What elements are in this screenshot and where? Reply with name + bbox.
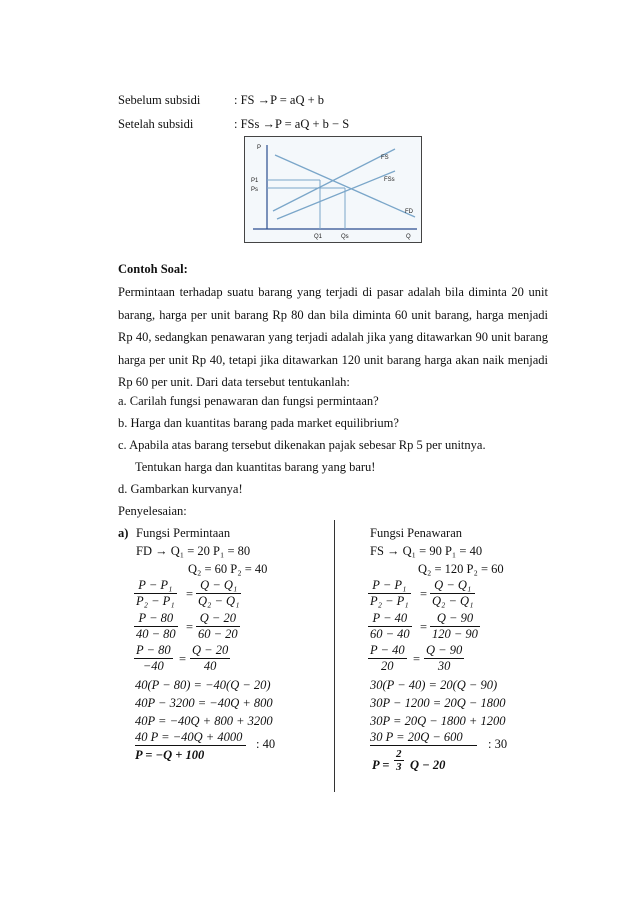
- demand-f3-lhs-den: −40: [142, 659, 164, 673]
- question-b: b. Harga dan kuantitas barang pada market equilibrium?: [118, 416, 399, 430]
- demand-f2-lhs-den: 40 − 80: [136, 627, 176, 641]
- supply-line2: Q₂ = 120 P₂ = 60: [418, 562, 504, 576]
- supply-line1: FS → Q₁ = 90 P₁ = 40: [370, 544, 483, 558]
- demand-f3-lhs-num: P − 80: [136, 643, 171, 657]
- label-p1: P1: [251, 178, 259, 184]
- supply-step1: 30(P − 40) = 20(Q − 90): [370, 678, 498, 692]
- supply-f3-rhs: [424, 643, 464, 674]
- subsidy-graph-svg: [245, 137, 421, 242]
- supply-f1-rhs: [430, 578, 475, 609]
- demand-line2: Q₂ = 60 P₂ = 40: [188, 562, 268, 576]
- demand-step4-div: : 40: [256, 737, 276, 751]
- supply-title: Fungsi Penawaran: [370, 526, 462, 540]
- demand-f2-lhs: [134, 611, 178, 642]
- demand-f2-rhs: [196, 611, 240, 642]
- label-q1: Q1: [314, 234, 323, 240]
- fss-line: [277, 171, 395, 219]
- supply-step2: 30P − 1200 = 20Q − 1800: [370, 696, 506, 710]
- supply-f2-lhs-den: 60 − 40: [370, 627, 410, 641]
- demand-f1-rhs-den: Q₂ − Q₁: [198, 594, 240, 608]
- demand-f3-rhs-num: Q − 20: [192, 643, 229, 657]
- supply-f3-lhs: [368, 643, 407, 674]
- column-divider: [334, 520, 335, 792]
- question-c: c. Apabila atas barang tersebut dikenakan pajak sebesar Rp 5 per unitnya.: [118, 438, 486, 452]
- after-subsidy-label: Setelah subsidi: [118, 117, 194, 131]
- question-a: a. Carilah fungsi penawaran dan fungsi permintaan?: [118, 394, 379, 408]
- demand-f2-lhs-num: P − 80: [134, 611, 178, 627]
- demand-f3-rhs-den: 40: [203, 659, 217, 673]
- label-fd: FD: [405, 209, 413, 215]
- demand-marker: a): [118, 526, 129, 540]
- demand-f1-rhs-num: Q − Q₁: [196, 578, 241, 594]
- demand-f1-lhs-num: P − P₁: [134, 578, 177, 594]
- supply-f1-lhs-num: P − P₁: [368, 578, 411, 594]
- demand-line1: FD → Q₁ = 20 P₁ = 80: [136, 544, 251, 558]
- demand-step3: 40P = −40Q + 800 + 3200: [135, 714, 273, 728]
- demand-f1-lhs: [134, 578, 177, 609]
- before-subsidy-formula: : FS →P = aQ + b: [234, 93, 325, 107]
- label-ps: Ps: [251, 187, 259, 193]
- label-p: P: [257, 145, 262, 151]
- supply-f1-lhs-den: P₂ − P₁: [370, 594, 409, 608]
- equals: =: [420, 620, 428, 634]
- example-paragraph: Permintaan terhadap suatu barang yang terjadi di pasar adalah bila diminta 20 unit barang, harga per unit barang Rp 80 dan bila diminta 60 unit barang, harga menjadi Rp 40, sedangkan penawaran yang terjadi adalah jika yang ditawarkan 90 unit barang harga per unit Rp 40, tetapi jika ditawarkan 120 unit barang harga akan naik menjadi Rp 60 per unit. Dari data tersebut tentukanlah:: [118, 285, 548, 389]
- demand-f3-rhs: [190, 643, 230, 674]
- supply-f3-lhs-den: 20: [381, 659, 394, 673]
- label-q: Q: [406, 234, 411, 240]
- solution-label: Penyelesaian:: [118, 504, 187, 518]
- supply-f3-rhs-num: Q − 90: [426, 643, 463, 657]
- supply-f3-lhs-num: P − 40: [370, 643, 405, 657]
- supply-step3: 30P = 20Q − 1800 + 1200: [370, 714, 506, 728]
- supply-f2-rhs: [430, 611, 480, 642]
- supply-result-frac-num: 2: [396, 748, 402, 760]
- demand-step4: 40 P = −40Q + 4000: [135, 730, 246, 746]
- demand-f2-rhs-num: Q − 20: [196, 611, 240, 627]
- supply-result-suffix: Q − 20: [410, 758, 446, 772]
- equals: =: [179, 652, 187, 666]
- supply-f2-lhs: [368, 611, 412, 642]
- question-c-cont: Tentukan harga dan kuantitas barang yang baru!: [135, 460, 376, 474]
- example-heading: Contoh Soal:: [118, 262, 188, 276]
- demand-step1: 40(P − 80) = −40(Q − 20): [135, 678, 271, 692]
- demand-step2: 40P − 3200 = −40Q + 800: [135, 696, 273, 710]
- supply-f1-lhs: [368, 578, 411, 609]
- equals: =: [420, 587, 428, 601]
- supply-result-frac: [394, 748, 404, 773]
- label-qs: Qs: [341, 234, 349, 240]
- supply-f3-rhs-den: 30: [437, 659, 451, 673]
- supply-f1-rhs-num: Q − Q₁: [430, 578, 475, 594]
- label-fs: FS: [381, 155, 389, 161]
- equals: =: [186, 587, 194, 601]
- demand-title: Fungsi Permintaan: [136, 526, 231, 540]
- supply-step4: 30 P = 20Q − 600: [370, 730, 477, 746]
- demand-f1-lhs-den: P₂ − P₁: [136, 594, 175, 608]
- supply-f2-rhs-den: 120 − 90: [432, 627, 478, 641]
- question-d: d. Gambarkan kurvanya!: [118, 482, 243, 496]
- subsidy-graph: [244, 136, 422, 243]
- label-fss: FSs: [384, 177, 395, 183]
- supply-f2-rhs-num: Q − 90: [430, 611, 480, 627]
- equals: =: [186, 620, 194, 634]
- demand-f1-rhs: [196, 578, 241, 609]
- demand-result: P = −Q + 100: [135, 748, 205, 762]
- demand-f3-lhs: [134, 643, 173, 674]
- demand-f2-rhs-den: 60 − 20: [198, 627, 238, 641]
- after-subsidy-formula: : FSs →P = aQ + b − S: [234, 117, 350, 131]
- supply-result-prefix: P =: [372, 758, 390, 772]
- supply-step4-div: : 30: [488, 737, 508, 751]
- supply-f1-rhs-den: Q₂ − Q₁: [432, 594, 474, 608]
- equals: =: [413, 652, 421, 666]
- supply-result-frac-den: 3: [396, 761, 402, 773]
- before-subsidy-label: Sebelum subsidi: [118, 93, 201, 107]
- supply-f2-lhs-num: P − 40: [368, 611, 412, 627]
